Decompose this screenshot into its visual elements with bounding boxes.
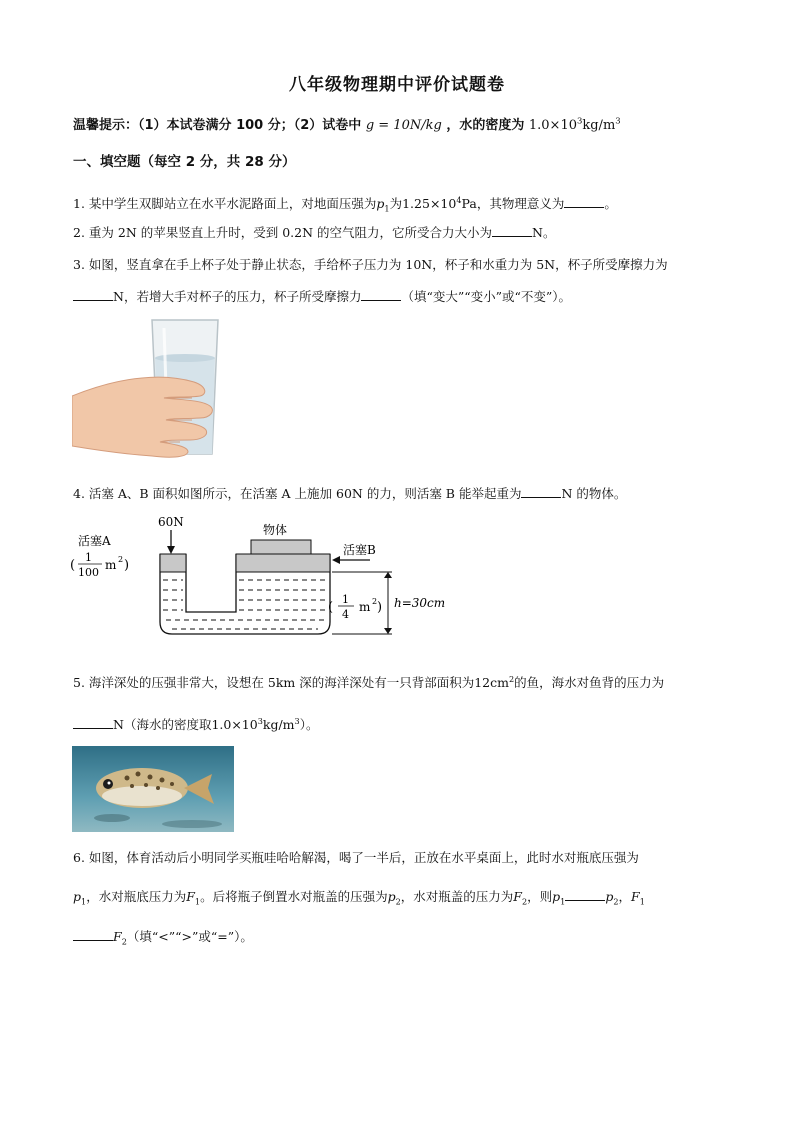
question-4: 4. 活塞 A、B 面积如图所示，在活塞 A 上施加 60N 的力，则活塞 B 能举起重为 N 的物体。 [73,486,627,501]
tip-density-lead: ，水的密度为 [446,118,525,133]
piston-b-label: 活塞B [343,543,376,557]
section-heading: 一、填空题（每空 2 分，共 28 分） [73,154,296,170]
g-value: g = 10N/kg [365,118,442,133]
answer-blank[interactable] [564,195,604,208]
svg-text:(: ( [328,600,334,615]
answer-blank[interactable] [73,928,113,941]
question-1: 1. 某中学生双脚站立在水平水泥路面上，对地面压强为$p_1$为$1.25\times 10^4Pa$，其物理意义为 。 [73,195,617,214]
tip-line [73,114,621,133]
answer-blank[interactable] [565,888,605,901]
question-3-line-2: N，若增大手对杯子的压力，杯子所受摩擦力 （填“变大”“变小”或“不变”）。 [73,288,571,306]
question-6-line-2: $p_1$，水对瓶底压力为$F_1$。后将瓶子倒置水对瓶盖的压强为$p_2$，水对瓶盖的压力为$F_2$，则$p_1$ $p_2$，$F_1$ [73,889,645,907]
answer-blank[interactable] [521,485,561,498]
piston-a-label: 活塞A [78,534,111,548]
question-5-line-1: 5. 海洋深处的压强非常大，设想在 5km 深的海洋深处有一只背部面积为$12cm^2$的鱼，海水对鱼背的压力为 [73,674,665,691]
density-value: $1.0\times 10^3kg/m^3$ [528,115,621,133]
svg-text:): ) [124,558,130,573]
page-title: 八年级物理期中评价试题卷 [289,75,505,95]
hydraulic-press-diagram [70,512,450,642]
area-b-den: 4 [342,608,349,621]
question-5-line-2: N（海水的密度取$1.0\times 10^3kg/m^3$）。 [73,712,318,734]
svg-text:(: ( [70,558,76,573]
area-a-num: 1 [85,551,92,564]
height-label: h=30cm [394,596,446,610]
answer-blank[interactable] [361,288,401,301]
glass-in-hand-image [72,318,224,458]
svg-text:): ) [377,600,383,615]
question-6-line-3: $F_2$（填“<”“>”或“=”）。 [73,928,253,951]
answer-blank[interactable] [73,716,113,729]
question-3-line-1: 3. 如图，竖直拿在手上杯子处于静止状态，手给杯子压力为 10N，杯子和水重力为 5N，杯子所受摩擦力为 [73,257,668,272]
area-b-unit: m [359,600,371,614]
area-b-num: 1 [342,593,349,606]
area-a-den: 100 [78,566,99,579]
tip-lead: 温馨提示：（1）本试卷满分 100 分；（2）试卷中 [73,118,362,133]
question-2: 2. 重为 2N 的苹果竖直上升时，受到 0.2N 的空气阻力，它所受合力大小为 N。 [73,225,556,240]
question-6-line-1: 6. 如图，体育活动后小明同学买瓶哇哈哈解渴，喝了一半后，正放在水平桌面上，此时水对瓶底压强为 [73,850,639,865]
svg-text:2: 2 [372,597,378,606]
pufferfish-image [72,746,234,832]
svg-text:2: 2 [118,555,124,564]
force-label: 60N [158,515,184,529]
answer-blank[interactable] [492,224,532,237]
object-label: 物体 [263,523,288,537]
area-a-unit: m [105,558,117,572]
answer-blank[interactable] [73,288,113,301]
